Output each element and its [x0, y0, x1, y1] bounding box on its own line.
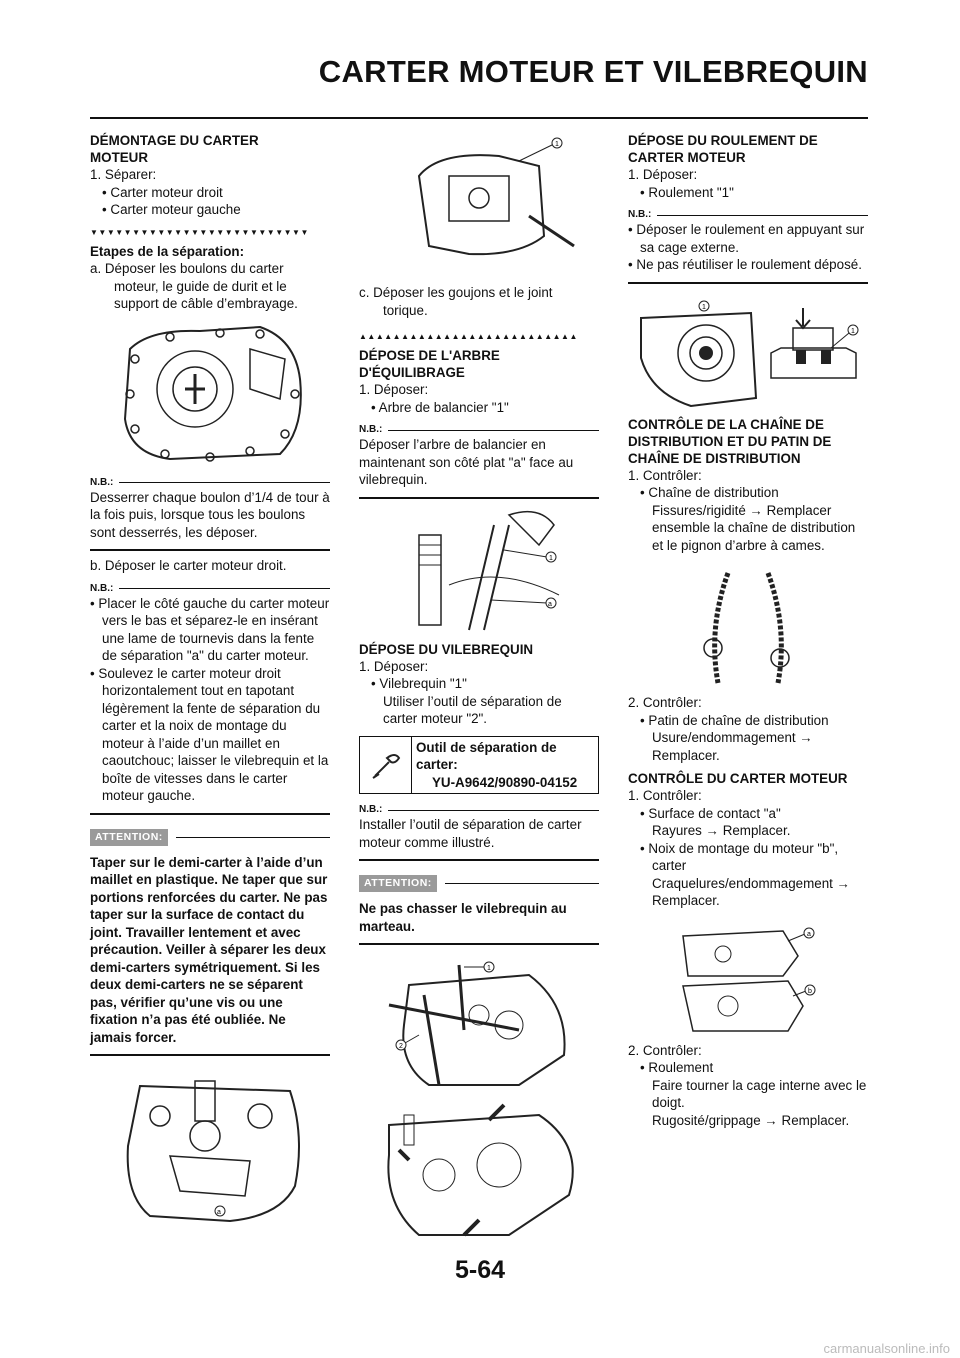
nb-text: Déposer l’arbre de balancier en maintenant son côté plat "a" face au vilebrequin. [359, 437, 574, 487]
label-1: 1 [487, 965, 491, 972]
bullet: • Carter moteur gauche [102, 202, 241, 217]
attention-box [359, 875, 599, 892]
attention-end-rule [90, 1054, 330, 1056]
bullet: • Vilebrequin "1" [371, 676, 467, 691]
nb-end-rule [359, 497, 599, 499]
nb-label: N.B.: [628, 209, 868, 221]
column-2 [359, 128, 599, 1251]
nb-text: Desserrer chaque boulon d’1/4 de tour à la fois puis, lorsque tous les boulons sont desserrés, les déposer. [90, 489, 330, 540]
label-a: a [548, 600, 552, 608]
label-1: 1 [549, 554, 553, 562]
step: 1. Contrôler: [628, 467, 702, 483]
balancer-shaft-figure [379, 505, 579, 635]
step-c: c. Déposer les goujons et le joint torique. [359, 285, 553, 318]
nb-label: N.B.: [359, 804, 599, 816]
nb-bullet: • Soulevez le carter moteur droit horizontalement tout en tapotant légèrement la fente de séparation du carter et la noix de montage du moteur à l’aide d’un maillet en caoutchouc; laisser le vilebrequin et la boîte de vitesses dans le carter moteur gauche. [90, 665, 329, 803]
steps-end-arrows: ▲▲▲▲▲▲▲▲▲▲▲▲▲▲▲▲▲▲▲▲▲▲▲▲▲▲ [359, 332, 578, 341]
nb-text: Installer l’outil de séparation de carter moteur comme illustré. [359, 817, 582, 850]
label-1: 1 [850, 327, 855, 335]
bullet: • Roulement [640, 1060, 714, 1075]
attention-badge: ATTENTION: [359, 875, 437, 892]
page-title: CARTER MOTEUR ET VILEBREQUIN [318, 54, 868, 89]
step: 1. Déposer: [359, 658, 429, 674]
bullet: • Roulement "1" [640, 184, 734, 200]
steps-title: Etapes de la séparation: [90, 243, 245, 259]
bullet-note: Usure/endommagement → Remplacer. [652, 730, 813, 763]
step-a: a. Déposer les boulons du carter moteur, le guide de durit et le support de câble d’embrayage. [90, 261, 298, 311]
bullet-note: Rugosité/grippage → Remplacer. [652, 1112, 850, 1128]
section-heading: DÉMONTAGE DU CARTER MOTEUR [90, 133, 259, 165]
step: 1. Contrôler: [628, 788, 702, 803]
watermark: carmanualsonline.info [823, 1341, 950, 1356]
nb-label: N.B.: [90, 477, 330, 489]
nb-label: N.B.: [359, 424, 599, 436]
title-rule [90, 117, 868, 119]
label-b: b [808, 987, 812, 995]
bullet-note: Fissures/rigidité → Remplacer ensemble la chaîne de distribution et le pignon d’arbre à cames. [652, 502, 856, 553]
label-a: a [217, 1209, 221, 1216]
nb-bullet: • Ne pas réutiliser le roulement déposé. [628, 257, 862, 272]
section-heading: DÉPOSE DU ROULEMENT DE CARTER MOTEUR [628, 133, 818, 165]
nb-end-rule [90, 813, 330, 815]
attention-text: Taper sur le demi-carter à l’aide d’un maillet en plastique. Ne taper que sur portions renforcées du carter. Ne pas taper sur la surface de contact du joint. Travailler lentement et avec précaution. Veiller à séparer les deux demi-carters symétriquement. Si les deux demi-carters ne se séparent pas, vérifier qu’une vis ou une fixation n’a pas été oubliée. Ne jamais forcer. [90, 854, 328, 1045]
attention-text: Ne pas chasser le vilebrequin au marteau. [359, 901, 567, 934]
crankcase-left-figure [110, 1076, 310, 1226]
tool-code: YU-A9642/90890-04152 [432, 774, 578, 790]
bullet: • Surface de contact "a" [640, 805, 781, 821]
column-3 [628, 128, 868, 1129]
step: 1. Déposer: [359, 382, 429, 397]
nb-bullet: • Déposer le roulement en appuyant sur sa cage externe. [628, 222, 865, 255]
step: 1. Séparer: [90, 167, 157, 182]
section-heading: DÉPOSE DE L'ARBRE D'ÉQUILIBRAGE [359, 348, 500, 380]
label-1: 1 [555, 141, 559, 148]
nb-end-rule [628, 282, 868, 284]
steps-start-arrows: ▼▼▼▼▼▼▼▼▼▼▼▼▼▼▼▼▼▼▼▼▼▼▼▼▼▼ [90, 227, 309, 237]
section-heading: CONTRÔLE DE LA CHAÎNE DE DISTRIBUTION ET DU PATIN DE CHAÎNE DE DISTRIBUTION [628, 416, 832, 466]
attention-badge: ATTENTION: [90, 829, 168, 846]
bullet-note: Utiliser l’outil de séparation de carter moteur "2". [383, 693, 562, 726]
nb-bullet: • Placer le côté gauche du carter moteur vers le bas et séparez-le en insérant une lame de tournevis dans la fente de séparation "a" du carter moteur. [90, 595, 330, 663]
crankcase-right-figure [110, 319, 310, 469]
section-heading: DÉPOSE DU VILEBREQUIN [359, 641, 534, 657]
dowel-removal-figure [379, 136, 579, 276]
column-1 [90, 128, 330, 1232]
crankcase-inspection-figure [673, 926, 823, 1036]
label-a: a [807, 930, 811, 938]
timing-chain-figure [688, 568, 808, 688]
label-2: 2 [399, 1043, 403, 1050]
bullet-note: Rayures → Remplacer. [652, 823, 791, 838]
section-heading: CONTRÔLE DU CARTER MOTEUR [628, 771, 848, 786]
bullet: • Carter moteur droit [102, 184, 223, 200]
nb-label: N.B.: [90, 583, 330, 595]
label-1: 1 [701, 303, 706, 311]
attention-box [90, 829, 330, 846]
special-tool-box [359, 736, 599, 795]
bullet: • Chaîne de distribution [640, 485, 779, 500]
bullet: • Noix de montage du moteur "b", carter [640, 840, 839, 873]
step: 1. Déposer: [628, 167, 698, 182]
bullet-note: Craquelures/endommagement → Remplacer. [652, 875, 850, 908]
tool-title: Outil de séparation de carter: [416, 739, 557, 772]
crankcase-separation-tool-figure [369, 955, 589, 1245]
bullet-note: Faire tourner la cage interne avec le doigt. [652, 1077, 867, 1110]
tool-icon [360, 737, 412, 794]
page-number: 5-64 [454, 1256, 506, 1284]
bullet: • Arbre de balancier "1" [371, 399, 509, 415]
step: 2. Contrôler: [628, 1042, 702, 1058]
nb-end-rule [359, 859, 599, 861]
bearing-removal-figure [631, 298, 866, 408]
bullet: • Patin de chaîne de distribution [640, 712, 829, 728]
step: 2. Contrôler: [628, 695, 702, 710]
attention-end-rule [359, 943, 599, 945]
step-b: b. Déposer le carter moteur droit. [90, 558, 287, 573]
nb-end-rule [90, 549, 330, 551]
